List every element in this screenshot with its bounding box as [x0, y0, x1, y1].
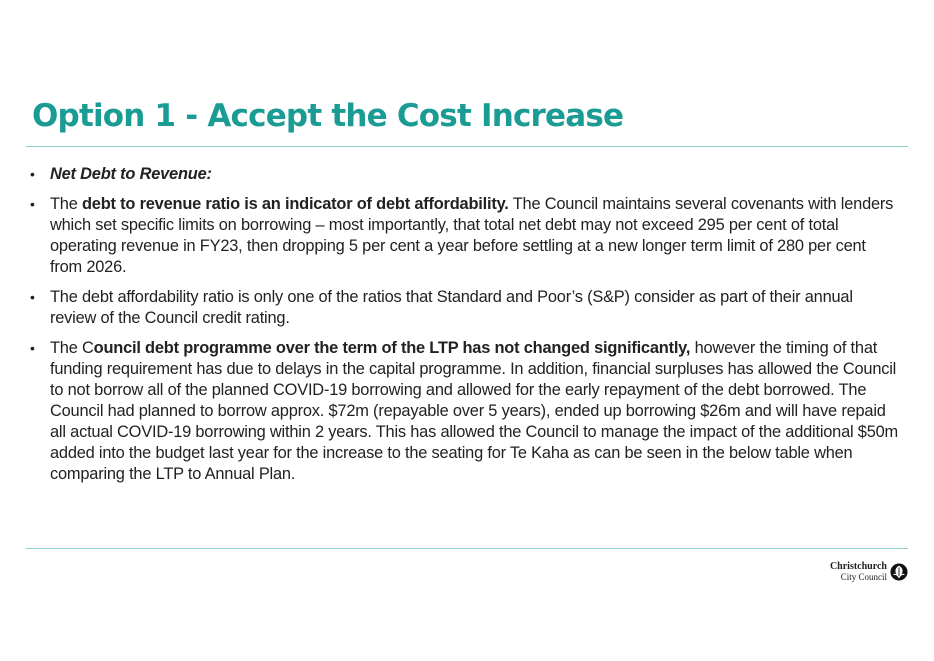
bullet-item-debt-ratio — [30, 194, 902, 278]
bullet-marker: • — [30, 340, 35, 356]
bullet-body-text: The Council maintains several covenants with lenders which set specific limits on borrowing – most importantly, that total net debt may not exceed 295 per cent of total operating revenue in FY23, then dropping 5 per cent a year before settling at a new longer term limit of 280 per cent from 2026. — [50, 195, 894, 276]
bullet-bold-text: ouncil debt programme over the term of the LTP has not changed significantly, — [93, 339, 691, 357]
slide-content — [30, 164, 902, 494]
bullet-item-sp-ratios — [30, 287, 902, 329]
bullet-item-debt-programme — [30, 338, 902, 485]
slide-title: Option 1 - Accept the Cost Increase — [32, 98, 624, 134]
logo-wordmark — [830, 562, 887, 582]
logo-line-2: City Council — [840, 572, 887, 582]
section-heading: Net Debt to Revenue: — [50, 165, 212, 183]
bullet-body-text: The debt affordability ratio is only one of the ratios that Standard and Poor’s (S&P) consider as part of their annual review of the Council credit rating. — [50, 288, 853, 327]
bullet-item-net-debt-heading — [30, 164, 902, 185]
bullet-lead-text: The — [50, 195, 82, 213]
council-logo — [830, 562, 908, 582]
christchurch-logo-icon — [890, 563, 908, 581]
bullet-list — [30, 164, 902, 485]
bullet-lead-text: The C — [50, 339, 94, 357]
logo-line-1: Christchurch — [829, 561, 887, 572]
bullet-body-text: however the timing of that funding requirement has due to delays in the capital programme. In addition, financial surpluses has allowed the Council to not borrow all of the planned COVID-19 borrowing and allowed for the early repayment of the debt borrowed. The Council had planned to borrow approx. $72m (repayable over 5 years), ended up borrowing $26m and will have repaid all actual COVID-19 borrowing within 2 years. This has allowed the Council to manage the impact of the additional $50m added into the budget last year for the increase to the seating for Te Kaha as can be seen in the below table when comparing the LTP to Annual Plan. — [50, 339, 899, 483]
footer-divider — [26, 548, 908, 549]
title-divider — [26, 146, 908, 147]
bullet-marker: • — [30, 289, 35, 305]
bullet-bold-text: debt to revenue ratio is an indicator of debt affordability. — [82, 195, 509, 213]
bullet-marker: • — [30, 196, 35, 212]
bullet-marker: • — [30, 166, 35, 182]
